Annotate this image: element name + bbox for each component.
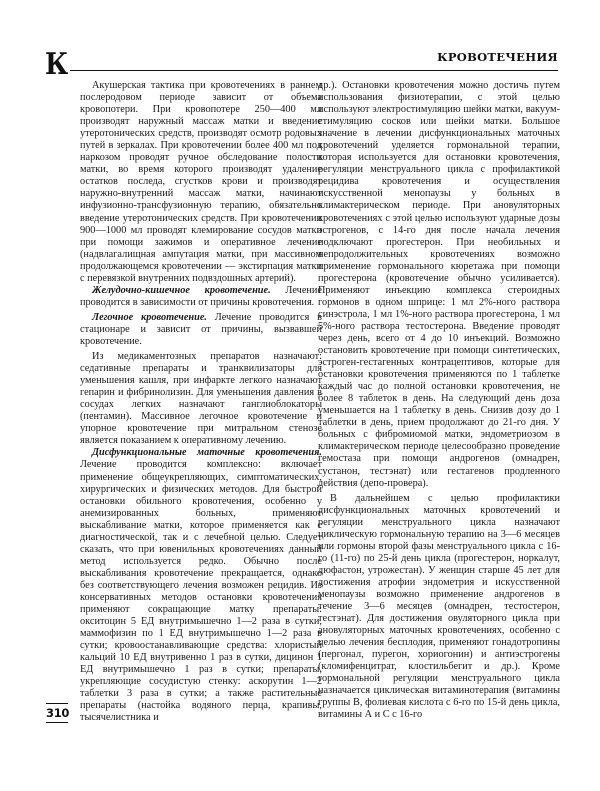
page-number-rule-bottom bbox=[46, 722, 68, 723]
header-rule bbox=[70, 70, 558, 71]
paragraph-text: Лечение проводится в стационаре и зависит от причины, вызвавшей кровотечение. bbox=[80, 311, 322, 347]
paragraph-prophylaxis: В дальнейшем с целью профилактики дисфункциональных маточных кровотечений и регуляции менструального цикла назначают циклическую гормональную терапию на 3—6 месяцев или гормоны второй фазы менструального цикла с 16-го (11-го) по 25-й день цикла (прогестерон, норкалут, дюфастон, утрожестан). У женщин старше 45 лет для достижения атрофии эндометрия и искусственной менопаузы возможно применение андрогенов в течение 3—6 месяцев (омнадрен, тестостерон, тестэнат). Для достижения овуляторного цикла при ановуляторных маточных кровотечениях, особенно с целью лечения бесплодия, применяют гонадотропины (пергонал, пурегон, хориогонин) и антиэстрогены (кломифенцитрат, клостильбегит и др.). Кроме гормональной регуляции менструального цикла назначается циклическая витаминотерапия (витамины группы В, фолиевая кислота с 6-го по 15-й день цикла, витамины А и С с 16-го bbox=[318, 492, 560, 721]
section-heading-gastrointestinal: Желудочно-кишечное кровотечение. bbox=[92, 284, 271, 296]
paragraph-text: Лечение проводится в зависимости от причины кровотечения. bbox=[80, 284, 322, 308]
section-letter: К bbox=[45, 47, 69, 82]
left-column bbox=[80, 80, 322, 724]
paragraph-obstetric-tactics: Акушерская тактика при кровотечениях в раннем послеродовом периоде зависит от объема кровопотери. При кровопотере 250—400 мл производят наружный массаж матки и введение утеротонических средств, производят осмотр родовых путей в зеркалах. При кровотечении более 400 мл под наркозом проводят ручное обследование полости матки, во время которого производят удаление остатков последа, сгустков крови и производят наружно-внутренний массаж матки, начинают инфузионно-трансфузионную терапию, обязательно введение утеротонических средств. При кровотечении 900—1000 мл проводят клемирование сосудов матки при помощи зажимов и оперативное лечение (надвлагалищная ампутация матки, при массивном продолжающемся кровотечении — экстирпация матки с перевязкой внутренних подвздошных артерий). bbox=[80, 80, 322, 284]
right-column bbox=[318, 80, 560, 721]
section-heading-pulmonary: Легочное кровотечение. bbox=[92, 311, 207, 323]
paragraph-dysfunctional-uterine-bleeding bbox=[80, 447, 322, 724]
page-number: 310 bbox=[46, 706, 70, 720]
paragraph-text: Лечение проводится комплексно: включает применение общеукрепляющих, симптоматических, хирургических и физических методов. Для быстрой остановки обильного кровотечения, особенно у анемизированных больных, применяют выскабливание матки, которое применяется как с диагностической, так и с лечебной целью. Следует сказать, что при ювенильных кровотечениях данный метод используется редко. Обычно после выскабливания кровотечение прекращается, однако без соответствующего лечения возможен рецидив. Из консервативных методов остановки кровотечения применяют сокращающие матку препараты: окситоцин 5 ЕД внутримышечно 1—2 раза в сутки, маммофизин по 1 ЕД внутримышечно 1—2 раза в сутки; кровоостанавливающие средства: хлористый кальций 10 ЕД внутривенно 1 раз в сутки, дицинон 1 ЕД внутримышечно 1 раз в сутки; препараты, укрепляющие сосудистую стенку: аскорутин 1—2 таблетки 3 раза в сутки; а также растительные препараты (настойка водяного перца, крапивы, тысячелистника и bbox=[80, 459, 322, 724]
page-number-block bbox=[46, 703, 68, 723]
paragraph-gastrointestinal-bleeding bbox=[80, 285, 322, 309]
paragraph-pulmonary-bleeding bbox=[80, 312, 322, 348]
section-heading-dysfunctional: Дисфункциональные маточные кровотечения. bbox=[92, 447, 322, 459]
paragraph-medications: Из медикаментозных препаратов назначают: седативные препараты и транквилизаторы для уменьшения кашля, при инфаркте легкого назначают гепарин и фибринолизин. Для уменьшения давления в сосудах легких назначают ганглиоблокаторы (пентамин). Массивное легочное кровотечение и упорное кровотечение при митральном стенозе является показанием к оперативному лечению. bbox=[80, 351, 322, 447]
paragraph-continued: др.). Остановки кровотечения можно достичь путем использования физиотерапии, с этой целью используют электростимуляцию шейки матки, вакуум-стимуляцию сосков или шейки матки. Большое значение в лечении дисфункциональных маточных кровотечений уделяется гормональной терапии, которая используется для остановки кровотечения, регуляции менструального цикла с профилактикой рецидива кровотечения и осуществления искусственной менопаузы у больных в климактерическом периоде. При ановуляторных кровотечениях с этой целью используют ударные дозы эстрогенов, с 14-го дня после начала лечения подключают прогестерон. При необильных и непродолжительных кровотечениях возможно применение гормонального кюретажа при помощи прогестерона (кровотечение обычно усиливается). Применяют инъекцию комплекса стероидных гормонов в одном шприце: 1 мл 2%-ного раствора синэстрола, 1 мл 1%-ного раствора прогестерона, 1 мл 5%-ного раствора тестостерона. Введение проводят через день, всего от 4 до 10 инъекций. Возможно остановить кровотечение при помощи синтетических, эстроген-гестагенных контрацептивов, которые для остановки кровотечения применяются по 1 таблетке каждый час до полной остановки кровотечения, не более 8 таблеток в день. На следующий день доза уменьшается на 1 таблетку в день. Снизив дозу до 1 таблетки в день, прием продолжают до 21-го дня. У больных с фибромиомой матки, эндометриозом в климактерическом периоде целесообразно проведение гемостаза при помощи андрогенов (омнадрен, сустанон, тестэнат) или гестагенов продленного действия (депо-провера). bbox=[318, 80, 560, 489]
running-title: КРОВОТЕЧЕНИЯ bbox=[437, 50, 558, 64]
